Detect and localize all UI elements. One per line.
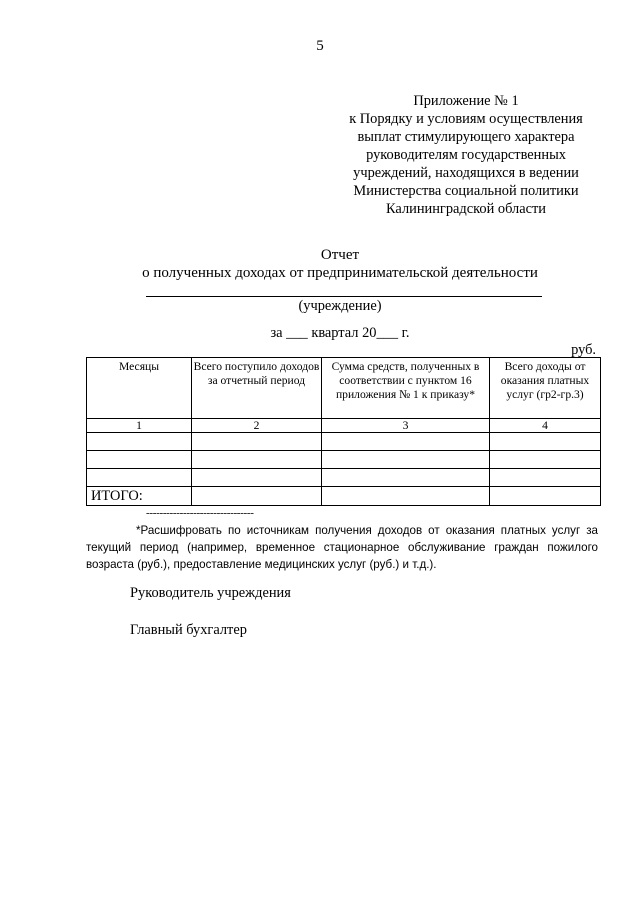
- header-paid-services-income: Всего доходы от оказания платных услуг (гр2-гр.3): [490, 358, 601, 419]
- table-cell: [192, 433, 322, 451]
- footnote-text: *Расшифровать по источникам получения доходов от оказания платных услуг за текущий период (например, временное стационарное обслуживание граждан пожилого возраста (руб.), предоставление медицинских услуг (руб.) и т.д.).: [86, 524, 598, 571]
- appendix-line: Министерства социальной политики: [353, 183, 579, 199]
- report-period: за ___ квартал 20___ г.: [270, 325, 410, 341]
- table-cell: [322, 433, 490, 451]
- table-row: [87, 451, 601, 469]
- table-cell: [87, 433, 192, 451]
- column-number: 4: [490, 419, 601, 433]
- table-header-row: [87, 358, 601, 419]
- report-title: Отчет: [320, 247, 360, 263]
- table-total-row: [87, 487, 601, 506]
- institution-label: (учреждение): [298, 298, 382, 314]
- table-row: [87, 433, 601, 451]
- appendix-header: [326, 92, 606, 218]
- table-cell: [87, 469, 192, 487]
- table-cell: [490, 487, 601, 506]
- table-cell: [490, 433, 601, 451]
- total-label: ИТОГО:: [87, 487, 192, 506]
- table-cell: [322, 487, 490, 506]
- footnote-separator: --------------------------------: [146, 507, 254, 519]
- table-cell: [192, 469, 322, 487]
- header-months: Месяцы: [87, 358, 192, 419]
- header-total-income: Всего поступило доходов за отчетный период: [192, 358, 322, 419]
- appendix-line: к Порядку и условиям осуществления: [349, 111, 583, 127]
- column-number: 2: [192, 419, 322, 433]
- currency-label: руб.: [571, 342, 596, 358]
- table-cell: [87, 451, 192, 469]
- appendix-line: учреждений, находящихся в ведении: [353, 165, 579, 181]
- income-report-table: [86, 357, 601, 506]
- table-row: [87, 469, 601, 487]
- table-cell: [192, 487, 322, 506]
- report-subtitle: о полученных доходах от предпринимательской деятельности: [142, 265, 538, 281]
- appendix-line: Калининградской области: [386, 201, 546, 217]
- page-number: 5: [316, 38, 324, 54]
- table-cell: [490, 469, 601, 487]
- signature-head: Руководитель учреждения: [130, 585, 291, 601]
- column-number: 1: [87, 419, 192, 433]
- appendix-line: Приложение № 1: [413, 93, 519, 109]
- institution-underline: [146, 296, 542, 297]
- appendix-line: выплат стимулирующего характера: [357, 129, 575, 145]
- signature-accountant: Главный бухгалтер: [130, 622, 247, 638]
- column-number-row: [87, 419, 601, 433]
- column-number: 3: [322, 419, 490, 433]
- table-cell: [192, 451, 322, 469]
- appendix-line: руководителям государственных: [366, 147, 566, 163]
- table-cell: [322, 469, 490, 487]
- header-funds-received: Сумма средств, полученных в соответствии с пунктом 16 приложения № 1 к приказу*: [322, 358, 490, 419]
- table-cell: [490, 451, 601, 469]
- table-cell: [322, 451, 490, 469]
- report-title-block: [60, 246, 620, 282]
